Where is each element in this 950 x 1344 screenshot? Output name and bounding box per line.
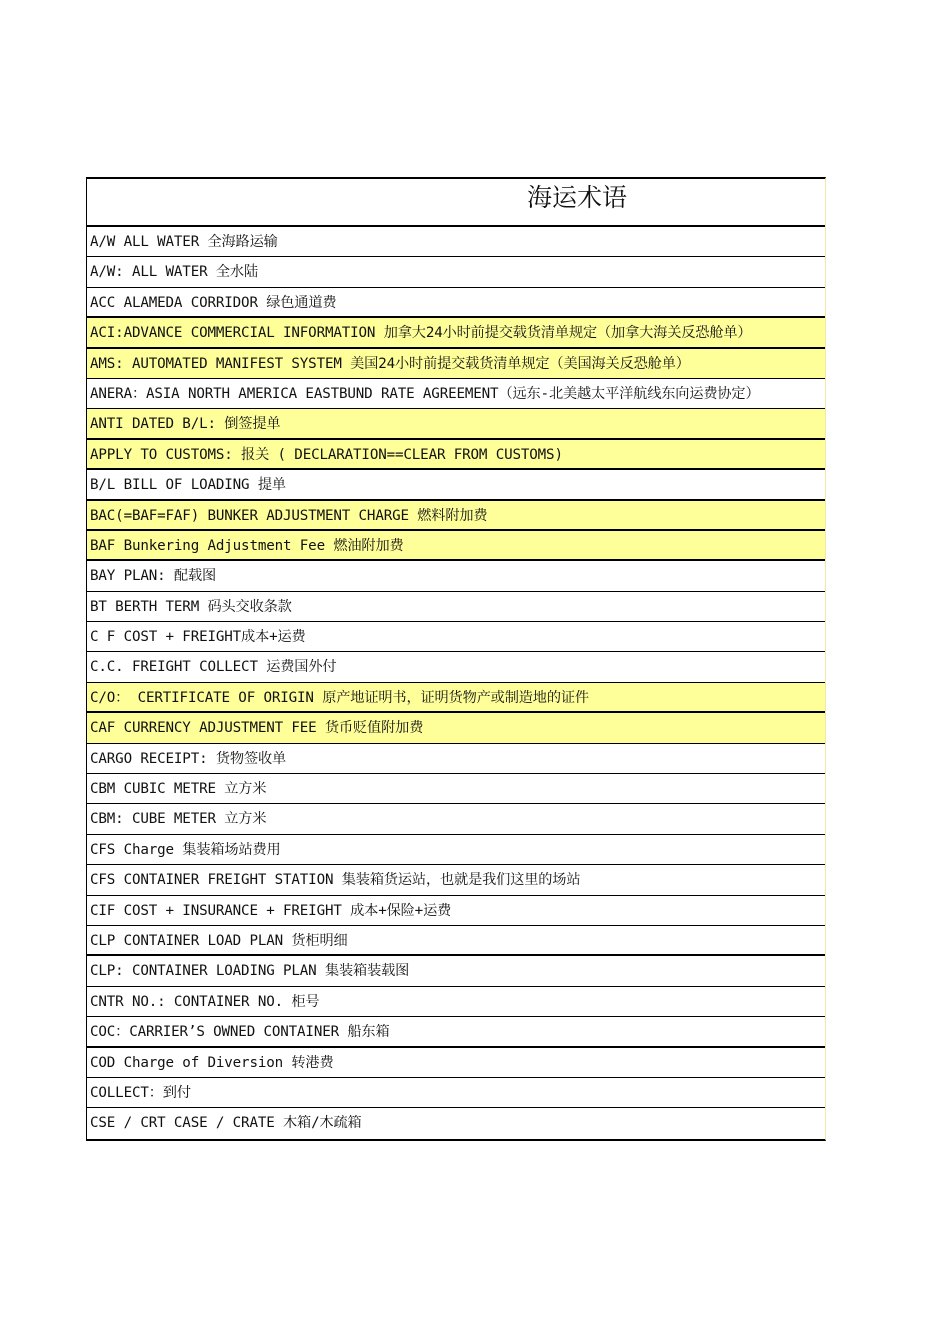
glossary-row[interactable]: CSE / CRT CASE / CRATE 木箱/木疏箱	[90, 1115, 362, 1132]
glossary-row[interactable]: CARGO RECEIPT: 货物签收单	[87, 744, 825, 774]
sheet-title: 海运术语	[527, 183, 628, 212]
glossary-row[interactable]: COC：CARRIER’S OWNED CONTAINER 船东箱	[87, 1017, 825, 1047]
glossary-row[interactable]: COLLECT：到付	[87, 1078, 825, 1108]
glossary-row[interactable]: C F COST + FREIGHT成本+运费	[87, 622, 825, 652]
glossary-row[interactable]: CIF COST + INSURANCE + FREIGHT 成本+保险+运费	[87, 896, 825, 926]
glossary-row[interactable]: ACC ALAMEDA CORRIDOR 绿色通道费	[87, 288, 825, 318]
glossary-row[interactable]: CAF CURRENCY ADJUSTMENT FEE 货币贬值附加费	[87, 713, 825, 743]
glossary-row[interactable]: CFS CONTAINER FREIGHT STATION 集装箱货运站，也就是我们这里的场站	[87, 865, 825, 895]
glossary-row[interactable]: ACI:ADVANCE COMMERCIAL INFORMATION 加拿大24小时前提交载货清单规定（加拿大海关反恐舱单）	[87, 318, 825, 348]
glossary-row[interactable]: CBM: CUBE METER 立方米	[87, 804, 825, 834]
glossary-row[interactable]: BAY PLAN: 配载图	[87, 561, 825, 591]
glossary-table	[86, 177, 826, 1141]
glossary-row[interactable]: B/L BILL OF LOADING 提单	[87, 470, 825, 500]
glossary-row[interactable]: C.C. FREIGHT COLLECT 运费国外付	[87, 652, 825, 682]
glossary-row[interactable]: APPLY TO CUSTOMS: 报关 ( DECLARATION==CLEAR FROM CUSTOMS)	[87, 440, 825, 470]
glossary-row[interactable]: ANTI DATED B/L: 倒签提单	[87, 409, 825, 439]
glossary-row[interactable]: CNTR NO.: CONTAINER NO. 柜号	[87, 987, 825, 1017]
glossary-row[interactable]: BAC(=BAF=FAF) BUNKER ADJUSTMENT CHARGE 燃料附加费	[87, 501, 825, 531]
glossary-row[interactable]: CLP CONTAINER LOAD PLAN 货柜明细	[87, 926, 825, 956]
glossary-row[interactable]: CFS Charge 集装箱场站费用	[87, 835, 825, 865]
glossary-row[interactable]: A/W: ALL WATER 全水陆	[87, 257, 825, 287]
glossary-row[interactable]: ANERA：ASIA NORTH AMERICA EASTBUND RATE AGREEMENT（远东-北美越太平洋航线东向运费协定）	[87, 379, 825, 409]
glossary-row[interactable]: AMS: AUTOMATED MANIFEST SYSTEM 美国24小时前提交载货清单规定（美国海关反恐舱单）	[87, 349, 825, 379]
glossary-row[interactable]: C/O： CERTIFICATE OF ORIGIN 原产地证明书，证明货物产或制造地的证件	[87, 683, 825, 713]
glossary-row[interactable]: BAF Bunkering Adjustment Fee 燃油附加费	[87, 531, 825, 561]
glossary-row[interactable]: A/W ALL WATER 全海路运输	[87, 227, 825, 257]
glossary-rows	[87, 227, 825, 1139]
title-row	[87, 179, 825, 227]
glossary-row[interactable]: CBM CUBIC METRE 立方米	[87, 774, 825, 804]
glossary-row[interactable]: CLP: CONTAINER LOADING PLAN 集装箱装载图	[87, 956, 825, 986]
glossary-row[interactable]: COD Charge of Diversion 转港费	[87, 1048, 825, 1078]
glossary-row[interactable]: BT BERTH TERM 码头交收条款	[87, 592, 825, 622]
